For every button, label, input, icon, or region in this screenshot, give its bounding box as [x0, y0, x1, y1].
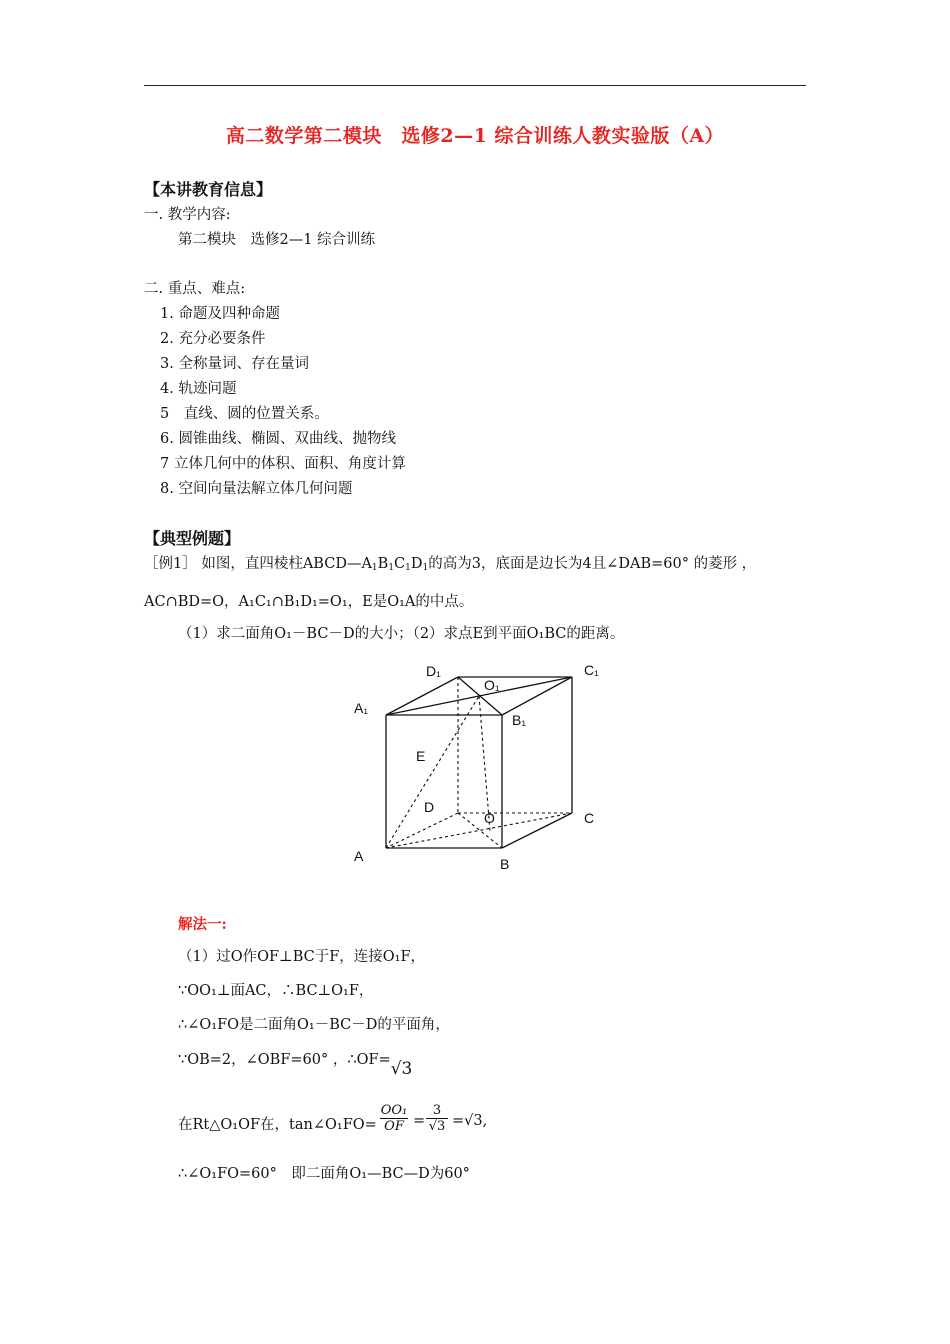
label-b: B [500, 856, 510, 872]
sqrt-3: √3 [390, 1059, 413, 1079]
label-o: O [484, 810, 495, 826]
key-point-6: 6. 圆锥曲线、椭圆、双曲线、抛物线 [160, 431, 396, 447]
fraction-oo1-of: $\frac{\text{OO₁}}{OF}$ [380, 1103, 408, 1134]
teaching-content-text: 第二模块 选修2—1 综合训练 [178, 232, 376, 248]
solution-step-4: ∵OB=2，∠OBF=60° ，∴OF=√3 [178, 1052, 413, 1079]
key-points-label: 二. 重点、难点: [144, 281, 246, 297]
prism-figure [350, 655, 610, 885]
top-rule [144, 85, 806, 86]
equals-sqrt3: =√3, [452, 1113, 488, 1129]
solution-step-1: （1）过O作OF⊥BC于F，连接O₁F， [178, 949, 426, 965]
key-point-1: 1. 命题及四种命题 [160, 306, 280, 322]
teaching-content-label: 一. 教学内容: [144, 207, 231, 223]
label-d1: D₁ [426, 663, 441, 679]
prism-hidden-edges [386, 677, 572, 848]
label-b1: B₁ [512, 712, 527, 728]
solution-heading: 解法一: [178, 916, 227, 933]
key-point-8: 8. 空间向量法解立体几何问题 [160, 481, 353, 497]
label-c: C [584, 810, 595, 826]
label-a1: A₁ [354, 700, 369, 716]
page-title: 高二数学第二模块 选修2—1 综合训练人教实验版（A） [225, 125, 725, 147]
solution-step-5: 在Rt△O₁OF在，tan∠O₁FO= [178, 1117, 377, 1133]
key-point-4: 4. 轨迹问题 [160, 381, 237, 397]
example-1-statement: ［例1］ 如图，直四棱柱$ABCD—A_1B_1C_1D_1$的高为3，底面是边长为4且∠DAB=60° 的菱形 ， [144, 556, 757, 573]
label-c1: C₁ [584, 662, 599, 678]
key-point-2: 2. 充分必要条件 [160, 331, 266, 347]
section-heading-examples: 【典型例题】 [144, 529, 241, 548]
solution-step-6: ∴∠O₁FO=60° 即二面角O₁—BC—D为60° [178, 1166, 470, 1182]
label-d: D [424, 799, 435, 815]
label-o1: O₁ [484, 677, 500, 693]
section-heading-info: 【本讲教育信息】 [144, 180, 273, 199]
label-a: A [354, 848, 364, 864]
example-1-line2: AC∩BD=O，A₁C₁∩B₁D₁=O₁，E是O₁A的中点。 [144, 594, 474, 610]
example-1-question: （1）求二面角O₁－BC－D的大小；（2）求点E到平面O₁BC的距离。 [178, 626, 625, 642]
label-e: E [416, 748, 426, 764]
key-point-7: 7 立体几何中的体积、面积、角度计算 [160, 456, 406, 472]
key-point-5: 5 直线、圆的位置关系。 [160, 406, 329, 422]
solution-step-2: ∵OO₁⊥面AC，∴BC⊥O₁F， [178, 983, 374, 999]
fraction-3-sqrt3: $\frac{3}{√3}$ [426, 1103, 448, 1134]
solution-step-3: ∴∠O₁FO是二面角O₁－BC－D的平面角， [178, 1017, 450, 1033]
key-point-3: 3. 全称量词、存在量词 [160, 356, 309, 372]
equals-sign: = [413, 1113, 426, 1129]
